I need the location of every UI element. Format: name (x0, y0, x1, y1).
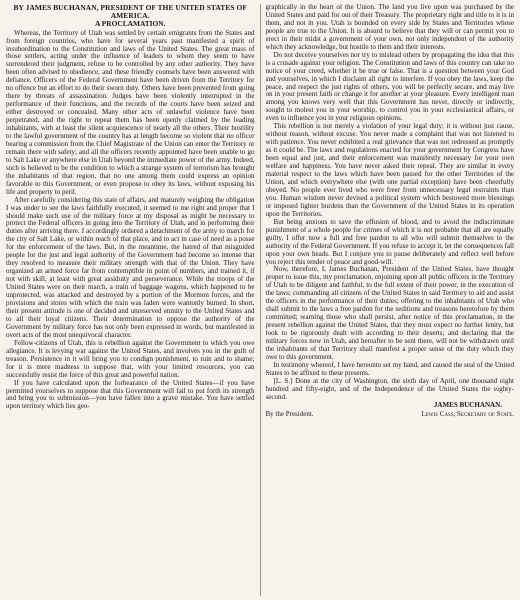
paragraph: Whereas, the Territory of Utah was settled by certain emigrants from the States and from foreign countries, who have for several years past manifested a spirit of insubordination to the Constitution and laws of the United States. The great mass of those settlers, acting under the influence of leaders to whom they seem to have surrendered their judgment, refuse to be controlled by any other authority. They have been often advised to obedience, and these friendly counsels have been answered with defiance. Officers of the Federal Government have been driven from the Territory for no offence but an effort to do their sworn duty. Others have been prevented from going there by threats of assassination. Judges have been violently interrupted in the performance of their functions, and the records of the courts have been seized and either destroyed or concealed. Many other acts of unlawful violence have been perpetrated, and the right to repeat them has been openly claimed by the leading inhabitants, with at least the silent acquiescence of nearly all the others. Their hostility to the lawful government of the country has at length become so violent that no officer bearing a commission from the Chief Magistrate of the Union can enter the Territory or remain there with safety; and all the officers recently appointed have been unable to go to Salt Lake or anywhere else in Utah beyond the immediate power of the army. Indeed, such is believed to be the condition to which a strange system of terrorism has brought the inhabitants of that region, that no one among them could express an opinion favorable to this Government, or even propose to obey its laws, without exposing his life and property to peril. (6, 28, 255, 196)
paragraph: Do not deceive yourselves nor try to mislead others by propagating the idea that this is a crusade against your religion. The Constitution and laws of this country can take no notice of your creed, whether it be true or false. That is a question between your God and yourselves, in which I disclaim all right to interfere. If you obey the laws, keep the peace, and respect the just rights of others, you will be perfectly secure, and may live on in your present faith or change it for another at your pleasure. Every intelligent man among you knows very well that this Government has never, directly or indirectly, sought to molest you in your worship, to control you in your ecclesiastical affairs, or even to influence you in your religious opinions. (265, 50, 514, 123)
paragraph: In testimony whereof, I have hereunto set my hand, and caused the seal of the United States to be affixed to these presents. (265, 360, 514, 377)
columns (6, 4, 514, 596)
column-divider (260, 4, 261, 596)
paragraph: Fellow-citizens of Utah, this is rebellion against the Government to which you owe allegiance. It is levying war against the United States, and involves you in the guilt of treason. Persistence in it will bring you to condign punishment, to ruin and to shame; for it is mere madness to suppose that, with your limited resources, you can successfully resist the force of this great and powerful nation. (6, 338, 255, 379)
paragraph: This rebellion is not merely a violation of your legal duty; it is without just cause, without reason, without excuse. You never made a complaint that was not listened to with patience. You never exhibited a real grievance that was not redressed as promptly as it could be. The laws and regulations enacted for your government by Congress have been equal and just, and their enforcement was manifestly necessary for your own welfare and happiness. You have never asked their repeal. They are similar in every material respect to the laws which have been passed for the other Territories of the Union, and which everywhere else (with one partial exception) have been cheerfully obeyed. No people ever lived who were freer from unnecessary legal restraints than you. Human wisdom never devised a political system which bestowed more blessings or imposed lighter burdens than the Government of the United States in its operation upon the Territories. (265, 122, 514, 218)
paragraph: [L. S.] Done at the city of Washington, the sixth day of April, one thousand eight hundred and fifty-eight, and of the Independence of the United States the eighty-second. (265, 376, 514, 401)
paragraph: If you have calculated upon the forbearance of the United States—if you have permitted yourselves to suppose that this Government will fail to put forth its strength and bring you to submission—you have fallen into a grave mistake. You have settled upon territory which lies geo- (6, 378, 255, 411)
proclamation-heading: BY JAMES BUCHANAN, PRESIDENT OF THE UNITED STATES OF AMERICA. (13, 4, 247, 21)
paragraph: Now, therefore, I, James Buchanan, President of the United States, have thought proper to issue this, my proclamation, enjoining upon all public officers in the Territory of Utah to be diligent and faithful, to the full extent of their power, in the execution of the laws; commanding all citizens of the United States in said Territory to aid and assist the officers in the performance of their duties; offering to the inhabitants of Utah who shall submit to the laws a free pardon for the seditions and treasons heretofore by them committed; warning those who shall persist, after notice of this proclamation, in the present rebellion against the United States, that they must expect no further lenity, but look to be rigorously dealt with according to their deserts; and declaring that the military forces now in Utah, and hereafter to be sent there, will not be withdrawn until the inhabitants of that Territory shall manifest a proper sense of the duty which they owe to this government. (265, 265, 514, 361)
by-the-president: By the President. (265, 409, 314, 418)
paragraph: After carefully considering this state of affairs, and maturely weighing the obligation I was under to see the laws faithfully executed, it seemed to me right and proper that I should make such use of the military force at my disposal as might be necessary to protect the Federal officers in going into the Territory of Utah, and in performing their duties after arriving there. I accordingly ordered a detachment of the army to march for the city of Salt Lake, or within reach of that place, and to act in case of need as a posse for the enforcement of the laws. But, in the meantime, the hatred of that misguided people for the just and legal authority of the Government had become so intense that they resolved to measure their military strength with that of the Union. They have organized an armed force far from contemptible in point of numbers, and trained it, if not with skill, at least with great assiduity and perseverance. While the troops of the United States were on their march, a train of baggage wagons, which happened to be unprotected, was attacked and destroyed by a portion of the Mormon forces, and the provisions and stores with which the train was laden were wantonly burned. In short, their present attitude is one of decided and unreserved enmity to the United States and to all their loyal citizens. Their determination to oppose the authority of the Government by military force has not only been expressed in words, but manifested in overt acts of the most unequivocal character. (6, 195, 255, 339)
paragraph: graphically in the heart of the Union. The land you live upon was purchased by the United States and paid for out of their Treasury. The proprietary right and title to it is in them, and not in you. Utah is bounded on every side by States and Territories whose people are true to the Union. It is absurd to believe that they will or can permit you to erect in their midst a government of your own, not only independent of the authority which they acknowledge, but hostile to them and their interests. (265, 4, 514, 51)
signature: JAMES BUCHANAN. (433, 400, 502, 409)
right-column (266, 4, 515, 596)
proclamation-subheading: A PROCLAMATION. (95, 19, 166, 29)
paragraph: But being anxious to save the effusion of blood, and to avoid the indiscriminate punishment of a whole people for crimes of which it is not probable that all are equally guilty, I offer now a full and free pardon to all who will submit themselves to the authority of the Federal Government. If you refuse to accept it, let the consequences fall upon your own heads. But I conjure you to pause deliberately and reflect well before you reject this tender of peace and good-will. (265, 217, 514, 266)
attestation-line (266, 411, 515, 419)
left-column (6, 4, 255, 596)
secretary-of-state: Lewis Cass, Secretary of State. (421, 409, 514, 418)
